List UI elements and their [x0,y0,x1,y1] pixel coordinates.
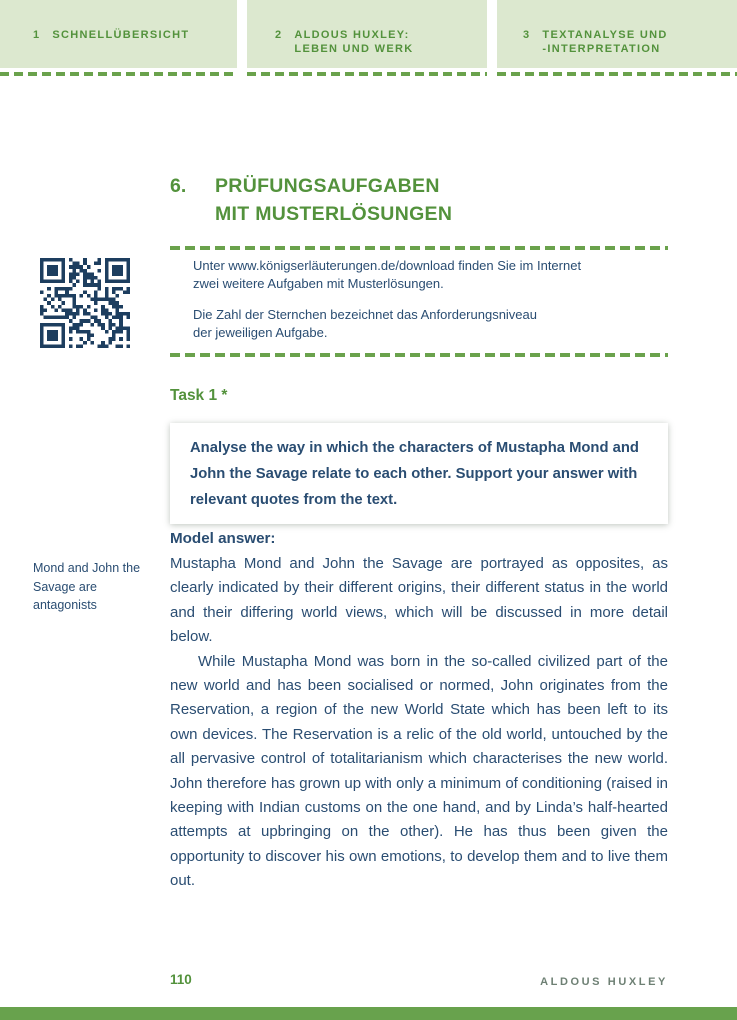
dashed-rule-bottom [170,353,668,357]
info-text-line: Die Zahl der Sternchen bezeichnet das Anforderungsniveau [193,307,537,322]
chapter-number: 6. [170,175,187,197]
margin-note: Mond and John the Savage are antagonists [33,561,141,612]
chapter-tabs-band [0,0,737,68]
model-answer-paragraph: While Mustapha Mond was born in the so-called civilized part of the new world and has been socialised or normed, John originates from the Reservation, a region of the new World State which has been left to its own devices. The Reservation is a relic of the old world, untouched by the all pervasive control of totalitarianism which characterises the new world. John therefore has grown up with only a minimum of conditioning (raised in keeping with Indian customs on the one hand, and by Linda’s half-hearted attempts at upbringing on the other). He has thus been given the opportunity to discover his own emotions, to develop them and to live them out. [170,652,668,890]
model-answer-heading: Model answer: [170,530,276,547]
task-heading: Task 1 * [170,387,228,404]
tab-number: 2 [275,29,283,41]
task-prompt-box [170,423,668,524]
bottom-edge-bar [0,1007,737,1020]
model-answer-section [170,530,668,894]
tab-aldous-huxley-leben-und-werk [247,0,487,68]
tab-number: 1 [33,29,41,41]
tab-number: 3 [523,29,531,41]
header-dashed-rule [0,72,737,76]
qr-code [40,258,130,348]
info-paragraph-stars [193,306,668,342]
info-paragraph-download [193,257,668,293]
task-prompt-text: Analyse the way in which the characters of Mustapha Mond and John the Savage relate to each other. Support your answer with relevant quotes from the text. [190,440,639,508]
dash-segment [0,72,237,76]
tab-label-line: -INTERPRETATION [542,43,661,55]
dash-segment [247,72,487,76]
chapter-title-line: MIT MUSTERLÖSUNGEN [215,203,453,225]
tab-label-line: ALDOUS HUXLEY: [294,29,410,41]
tab-textanalyse-und-interpretation [497,0,737,68]
model-answer-paragraph: Mustapha Mond and John the Savage are portrayed as opposites, as clearly indicated by their different origins, their different status in the world and their differing world views, which will be discussed in more detail below. [170,555,668,646]
chapter-title-line: PRÜFUNGSAUFGABEN [215,175,440,197]
tab-schnelluebersicht [0,0,237,68]
dash-segment [497,72,737,76]
page-number: 110 [170,972,192,987]
info-text-line: der jeweiligen Aufgabe. [193,325,328,340]
tab-label: SCHNELLÜBERSICHT [52,29,190,41]
info-text-line: Unter www.königserläuterungen.de/download finden Sie im Internet [193,258,582,273]
chapter-heading [170,172,452,228]
chapter-title [215,172,452,228]
tab-label-line: LEBEN UND WERK [294,43,414,55]
info-text-line: zwei weitere Aufgaben mit Musterlösungen. [193,276,444,291]
tab-label-line: TEXTANALYSE UND [542,29,668,41]
download-info-box [170,246,668,357]
qr-code-icon [40,258,130,348]
running-head: ALDOUS HUXLEY [540,976,668,988]
